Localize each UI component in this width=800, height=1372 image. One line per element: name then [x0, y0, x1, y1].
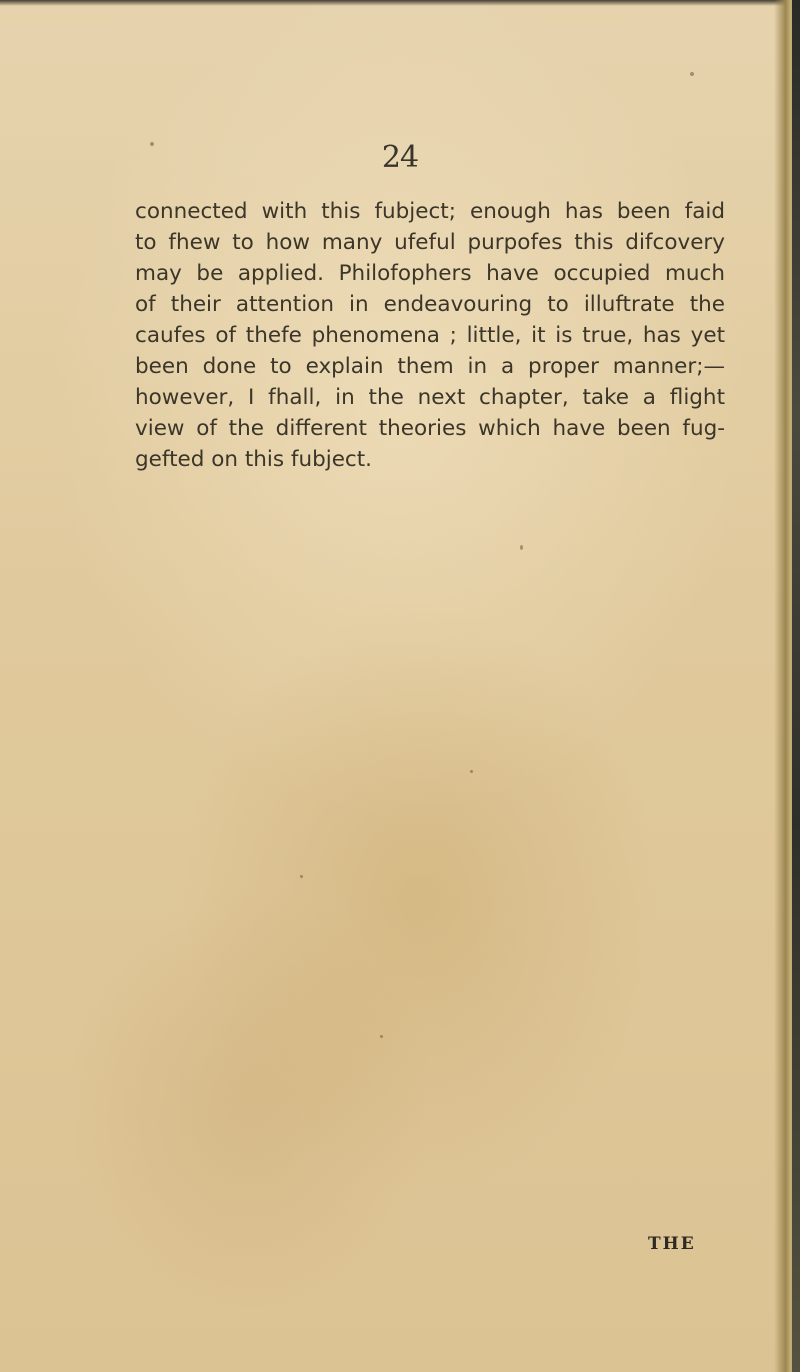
text-line: caufes of thefe phenomena ; little, it is true, has yet [135, 323, 725, 348]
page-binding-dark-edge [792, 0, 800, 1372]
text-line: gefted on this fubject. [135, 447, 373, 472]
paper-speck [380, 1035, 383, 1038]
paper-speck [520, 545, 523, 550]
text-line: to fhew to how many ufeful purpofes this difcovery [135, 230, 725, 255]
text-line: connected with this fubject; enough has been faid [135, 199, 725, 224]
text-line: been done to explain them in a proper manner;— [135, 354, 725, 379]
page-number: 24 [381, 140, 419, 175]
text-line: may be applied. Philofophers have occupied much [135, 261, 725, 286]
paper-speck [690, 72, 694, 76]
text-line: view of the different theories which have been fug- [135, 416, 725, 441]
paper-speck [300, 875, 303, 878]
top-edge-shadow [0, 0, 800, 6]
catchword: THE [648, 1234, 696, 1254]
paper-speck [150, 142, 154, 146]
paper-speck [470, 770, 473, 773]
text-line: however, I fhall, in the next chapter, take a flight [135, 385, 725, 410]
text-line: of their attention in endeavouring to illuftrate the [135, 292, 725, 317]
body-paragraph [135, 196, 725, 475]
